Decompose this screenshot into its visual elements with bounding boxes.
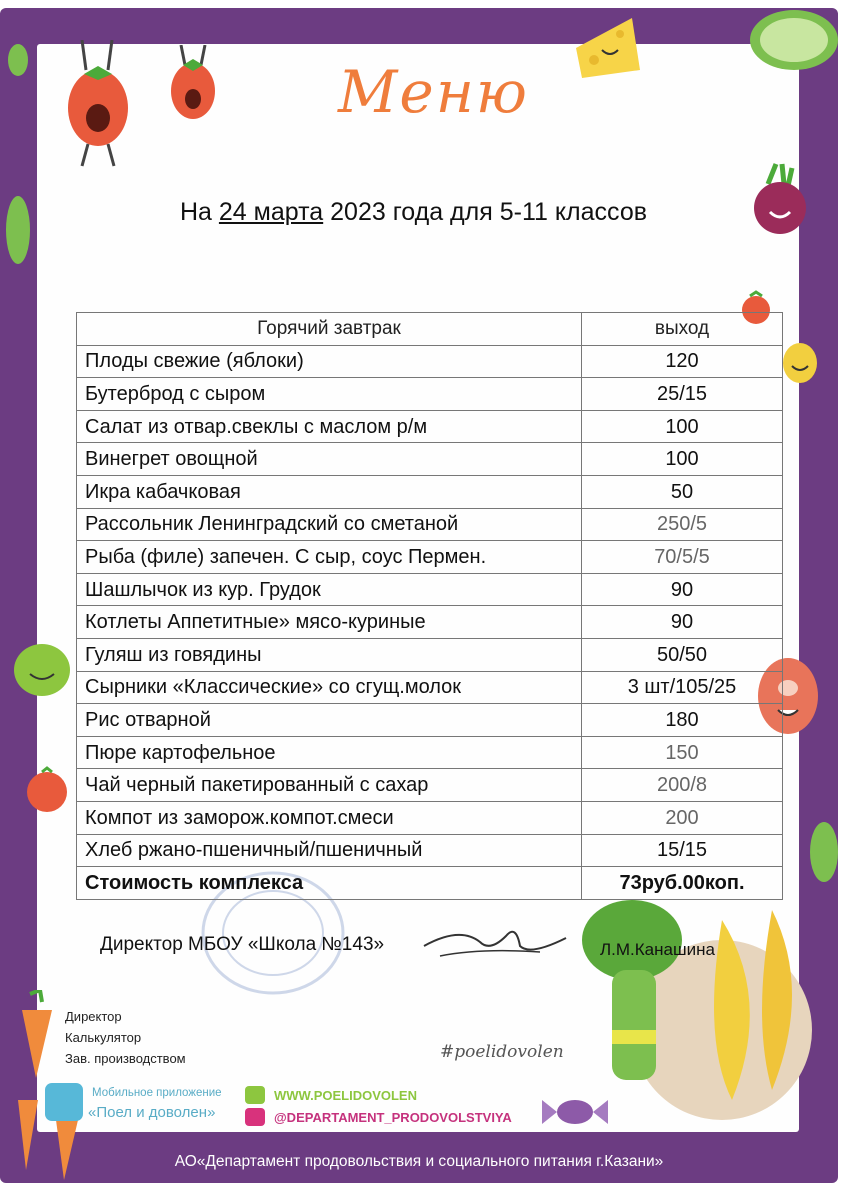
dish-name: Винегрет овощной bbox=[77, 443, 582, 476]
dish-name: Бутерброд с сыром bbox=[77, 378, 582, 411]
header-value: выход bbox=[582, 313, 783, 346]
green-vegetable-icon bbox=[800, 818, 838, 888]
dish-portion: 25/15 bbox=[582, 378, 783, 411]
director-title: Директор МБОУ «Школа №143» bbox=[100, 934, 385, 955]
app-label: Мобильное приложение bbox=[92, 1087, 222, 1099]
table-row bbox=[77, 704, 783, 737]
table-row bbox=[77, 736, 783, 769]
dish-name: Рассольник Ленинградский со сметаной bbox=[77, 508, 582, 541]
page-title: Меню bbox=[338, 58, 529, 126]
dish-portion: 120 bbox=[582, 345, 783, 378]
dish-name: Рыба (филе) запечен. С сыр, соус Пермен. bbox=[77, 541, 582, 574]
table-row bbox=[77, 671, 783, 704]
dish-name: Плоды свежие (яблоки) bbox=[77, 345, 582, 378]
apple-character-icon bbox=[8, 630, 72, 700]
table-row bbox=[77, 606, 783, 639]
thumbs-up-app-icon[interactable] bbox=[45, 1083, 83, 1121]
tomato-character-icon bbox=[60, 40, 140, 170]
website-link[interactable]: WWW.POELIDOVOLEN bbox=[274, 1088, 417, 1103]
footer-organization: АО«Департамент продовольствия и социального питания г.Казани» bbox=[174, 1153, 664, 1170]
instagram-icon bbox=[245, 1108, 265, 1126]
dish-name: Салат из отвар.свеклы с маслом р/м bbox=[77, 410, 582, 443]
table-row bbox=[77, 508, 783, 541]
tomato-face-icon bbox=[22, 764, 72, 814]
table-row bbox=[77, 378, 783, 411]
role-production-head: Зав. производством bbox=[65, 1051, 186, 1066]
dish-portion: 180 bbox=[582, 704, 783, 737]
dish-name: Икра кабачковая bbox=[77, 475, 582, 508]
dish-name: Компот из заморож.компот.смеси bbox=[77, 801, 582, 834]
dish-portion: 70/5/5 bbox=[582, 541, 783, 574]
signature-icon bbox=[420, 916, 570, 966]
header-dish: Горячий завтрак bbox=[77, 313, 582, 346]
dish-name: Шашлычок из кур. Грудок bbox=[77, 573, 582, 606]
dish-portion: 90 bbox=[582, 573, 783, 606]
cheese-character-icon bbox=[572, 12, 644, 84]
beet-character-icon bbox=[748, 160, 812, 240]
table-row bbox=[77, 638, 783, 671]
table-row bbox=[77, 834, 783, 867]
dish-portion: 50/50 bbox=[582, 638, 783, 671]
dish-portion: 90 bbox=[582, 606, 783, 639]
dish-name: Гуляш из говядины bbox=[77, 638, 582, 671]
total-label: Стоимость комплекса bbox=[77, 867, 582, 900]
leaf-decoration-icon bbox=[4, 40, 34, 80]
responsible-list bbox=[65, 1006, 186, 1069]
table-row bbox=[77, 801, 783, 834]
www-icon bbox=[245, 1086, 265, 1104]
table-row bbox=[77, 573, 783, 606]
menu-date: 24 марта bbox=[218, 198, 324, 226]
dish-portion: 200/8 bbox=[582, 769, 783, 802]
dish-portion: 150 bbox=[582, 736, 783, 769]
candy-icon bbox=[540, 1092, 610, 1132]
dish-portion: 50 bbox=[582, 475, 783, 508]
app-name[interactable]: «Поел и доволен» bbox=[88, 1104, 216, 1121]
table-row bbox=[77, 410, 783, 443]
menu-date-line bbox=[180, 198, 647, 227]
director-name: Л.М.Канашина bbox=[600, 940, 715, 959]
table-header-row bbox=[77, 313, 783, 346]
dish-portion: 3 шт/105/25 bbox=[582, 671, 783, 704]
dish-name: Рис отварной bbox=[77, 704, 582, 737]
table-row bbox=[77, 345, 783, 378]
dish-name: Котлеты Аппетитные» мясо-куриные bbox=[77, 606, 582, 639]
table-row bbox=[77, 541, 783, 574]
dish-portion: 15/15 bbox=[582, 834, 783, 867]
table-row bbox=[77, 769, 783, 802]
table-row bbox=[77, 475, 783, 508]
dish-name: Хлеб ржано-пшеничный/пшеничный bbox=[77, 834, 582, 867]
role-calculator: Калькулятор bbox=[65, 1030, 142, 1045]
role-director: Директор bbox=[65, 1009, 122, 1024]
total-row bbox=[77, 867, 783, 900]
dish-portion: 250/5 bbox=[582, 508, 783, 541]
cucumber-slice-icon bbox=[742, 8, 838, 78]
menu-table bbox=[76, 312, 783, 900]
green-leaf-decoration-icon bbox=[4, 190, 34, 270]
dish-portion: 100 bbox=[582, 410, 783, 443]
dish-name: Пюре картофельное bbox=[77, 736, 582, 769]
carrot-character-icon bbox=[12, 990, 66, 1080]
date-prefix: На bbox=[180, 198, 219, 226]
table-row bbox=[77, 443, 783, 476]
dish-name: Чай черный пакетированный с сахар bbox=[77, 769, 582, 802]
total-price: 73руб.00коп. bbox=[582, 867, 783, 900]
dish-name: Сырники «Классические» со сгущ.молок bbox=[77, 671, 582, 704]
small-tomato-character-icon bbox=[165, 45, 225, 125]
date-suffix: 2023 года для 5-11 классов bbox=[323, 198, 648, 226]
instagram-link[interactable]: @DEPARTAMENT_PRODOVOLSTVIYA bbox=[274, 1110, 512, 1125]
dish-portion: 200 bbox=[582, 801, 783, 834]
dish-portion: 100 bbox=[582, 443, 783, 476]
lemon-character-icon bbox=[780, 340, 820, 386]
hashtag: #poelidovolen bbox=[440, 1042, 564, 1062]
